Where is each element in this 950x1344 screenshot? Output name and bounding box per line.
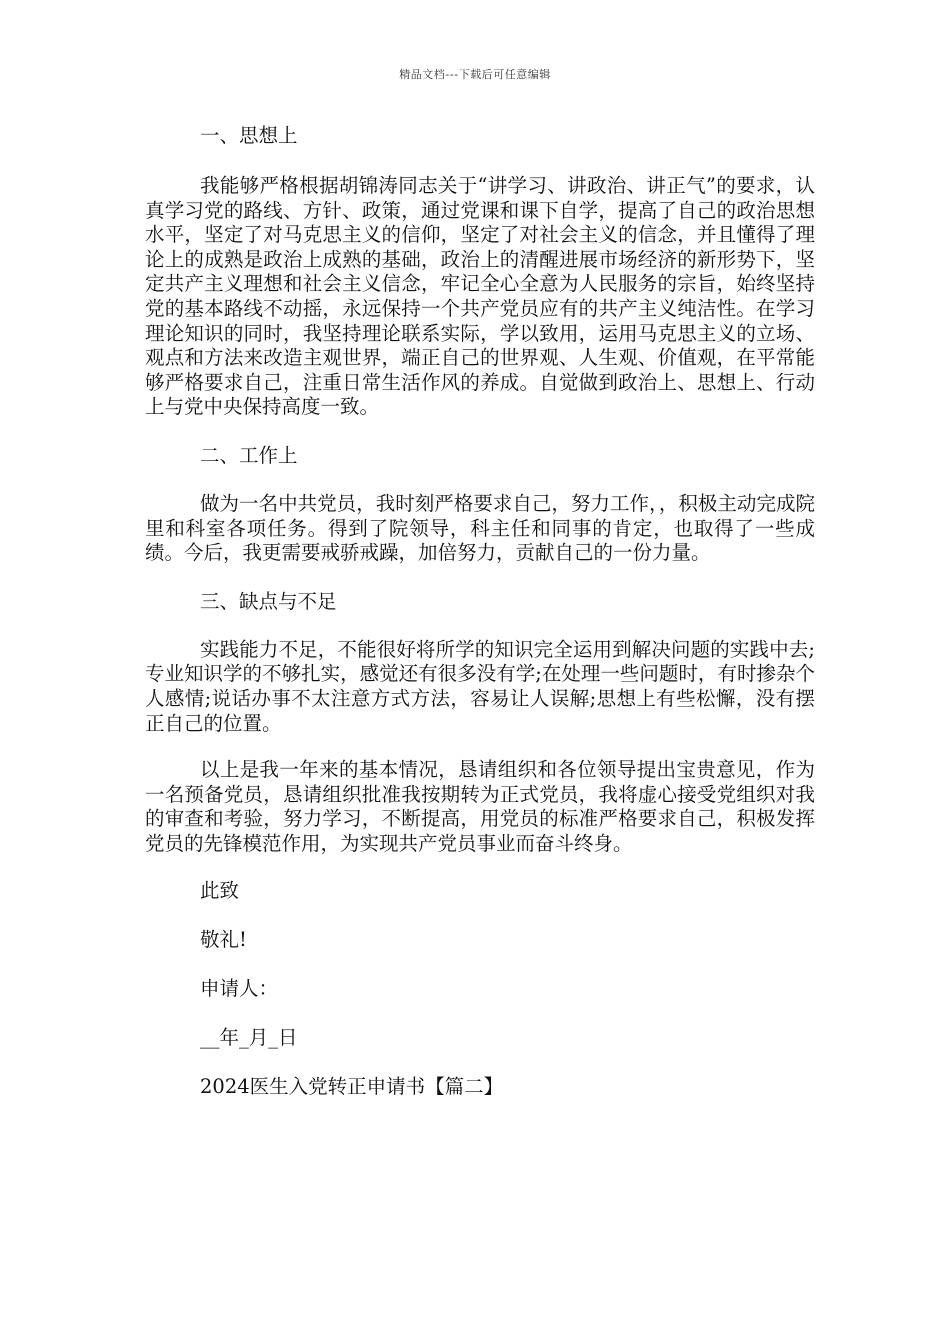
section-heading-2: 二、工作上 <box>200 443 298 467</box>
signoff-salutation: 此致 <box>200 879 240 903</box>
section-paragraph-2: 做为一名中共党员，我时刻严格要求自己，努力工作，，积极主动完成院里和科室各项任务。得到了院领导，科主任和同事的肯定，也取得了一些成绩。今后，我更需要戒骄戒躁，加倍努力，贡献自己的一份力量。 <box>145 491 815 565</box>
section-heading-1: 一、思想上 <box>200 124 298 147</box>
section-heading-3: 三、缺点与不足 <box>200 589 337 613</box>
signoff-regards: 敬礼! <box>200 928 247 952</box>
signoff-applicant: 申请人： <box>200 977 279 1001</box>
closing-paragraph: 以上是我一年来的基本情况，恳请组织和各位领导提出宝贵意见，作为一名预备党员，恳请组织批准我按期转为正式党员，我将虚心接受党组织对我的审查和考验，努力学习，不断提高，用党员的标准严格要求自己，积极发挥党员的先锋模范作用，为实现共产党员事业而奋斗终身。 <box>145 758 815 855</box>
document-body <box>145 122 815 1101</box>
next-document-title: 2024医生入党转正申请书【篇二】 <box>200 1075 504 1099</box>
header-note: 精品文档---下载后可任意编辑 <box>399 68 551 81</box>
section-paragraph-1: 我能够严格根据胡锦涛同志关于“讲学习、讲政治、讲正气”的要求，认真学习党的路线、方针、政策，通过党课和课下自学，提高了自己的政治思想水平，坚定了对马克思主义的信仰，坚定了对社会主义的信念，并且懂得了理论上的成熟是政治上成熟的基础，政治上的清醒进展市场经济的新形势下，坚定共产主义理想和社会主义信念，牢记全心全意为人民服务的宗旨，始终坚持党的基本路线不动摇，永远保持一个共产党员应有的共产主义纯洁性。在学习理论知识的同时，我坚持理论联系实际，学以致用，运用马克思主义的立场、观点和方法来改造主观世界，端正自己的世界观、人生观、价值观，在平常能够严格要求自己，注重日常生活作风的养成。自觉做到政治上、思想上、行动上与党中央保持高度一致。 <box>145 174 815 419</box>
signoff-date: __年_月_日 <box>200 1026 298 1050</box>
section-paragraph-3: 实践能力不足，不能很好将所学的知识完全运用到解决问题的实践中去;专业知识学的不够扎实，感觉还有很多没有学;在处理一些问题时，有时掺杂个人感情;说话办事不太注意方式方法，容易让人误解;思想上有些松懈，没有摆正自己的位置。 <box>145 637 815 735</box>
